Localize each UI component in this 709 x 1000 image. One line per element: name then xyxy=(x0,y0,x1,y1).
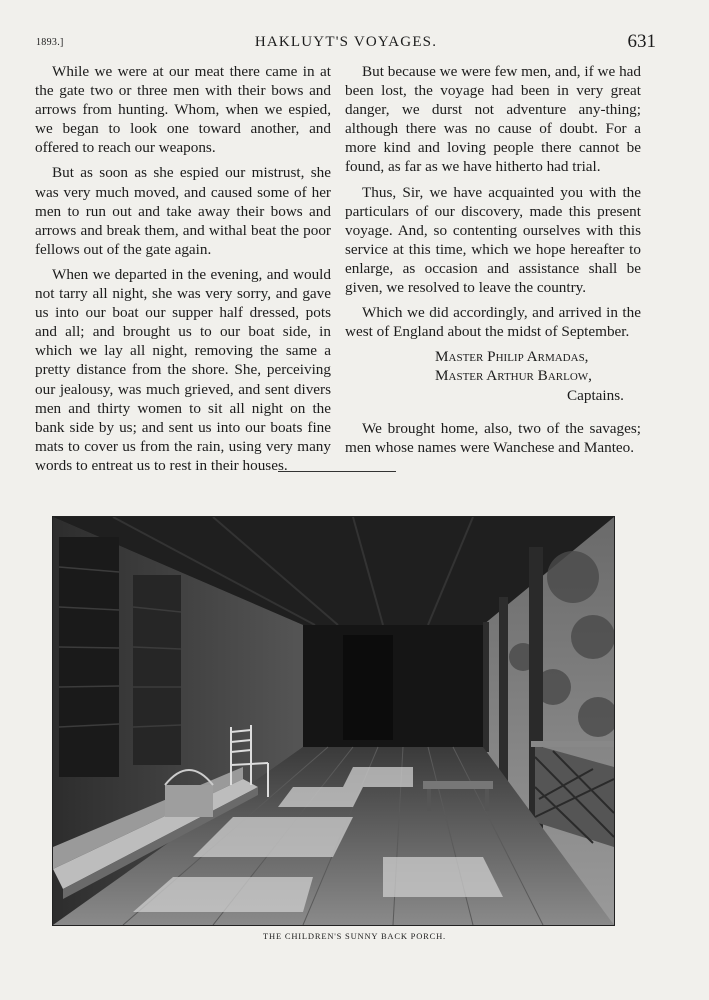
signature-line: Master Arthur Barlow, xyxy=(435,367,592,385)
paragraph: Thus, Sir, we have acquainted you with the particulars of our discovery, made this present voyage. And, so contenting ourselves with this service at this time, which we hope hereafter to enlarge, as occasion and assistance shall be given, we resolved to leave the country. xyxy=(345,183,641,297)
photo-caption: THE CHILDREN'S SUNNY BACK PORCH. xyxy=(263,931,446,941)
section-divider xyxy=(278,471,396,472)
page-number: 631 xyxy=(627,31,656,52)
signature-line: Master Philip Armadas, xyxy=(435,348,589,366)
header-title: HAKLUYT'S VOYAGES. xyxy=(254,34,438,50)
paragraph: While we were at our meat there came in at the gate two or three men with their bows and arrows from hunting. Whom, when we espied, we began to look one toward another, and offered to reach our weapons. xyxy=(35,63,331,157)
left-column xyxy=(35,62,331,481)
right-column xyxy=(345,62,641,463)
signature-line: Captains. xyxy=(567,386,624,404)
header-date: 1893.] xyxy=(36,37,64,48)
running-header xyxy=(36,33,656,59)
paragraph: But as soon as she espied our mistrust, she was very much moved, and caused some of her men to run out and take away their bows and arrows and break them, and withal beat the poor fellows out of the gate again. xyxy=(35,164,331,258)
porch-illustration xyxy=(53,517,614,925)
paragraph: When we departed in the evening, and would not tarry all night, she was very sorry, and gave us into our boat our supper half dressed, pots and all; and brought us to our boat side, in which we lay all night, removing the same a pretty distance from the shore. She, perceiving our jealousy, was much grieved, and sent divers men and thirty women to sit all night on the bank side by us; and sent us into our boats fine mats to cover us from the rain, using very many words to entreat us to rest in their houses. xyxy=(35,265,331,474)
paragraph: We brought home, also, two of the savages; men whose names were Wanchese and Manteo. xyxy=(345,419,641,456)
signature-block xyxy=(345,347,641,404)
porch-photograph xyxy=(52,516,615,926)
paragraph: Which we did accordingly, and arrived in the west of England about the midst of September. xyxy=(345,304,641,341)
paragraph: But because we were few men, and, if we had been lost, the voyage had been in very great danger, we durst not adventure any-thing; although there was no cause of doubt. For a more kind and loving people there cannot be found, as far as we have hitherto had trial. xyxy=(345,63,641,176)
